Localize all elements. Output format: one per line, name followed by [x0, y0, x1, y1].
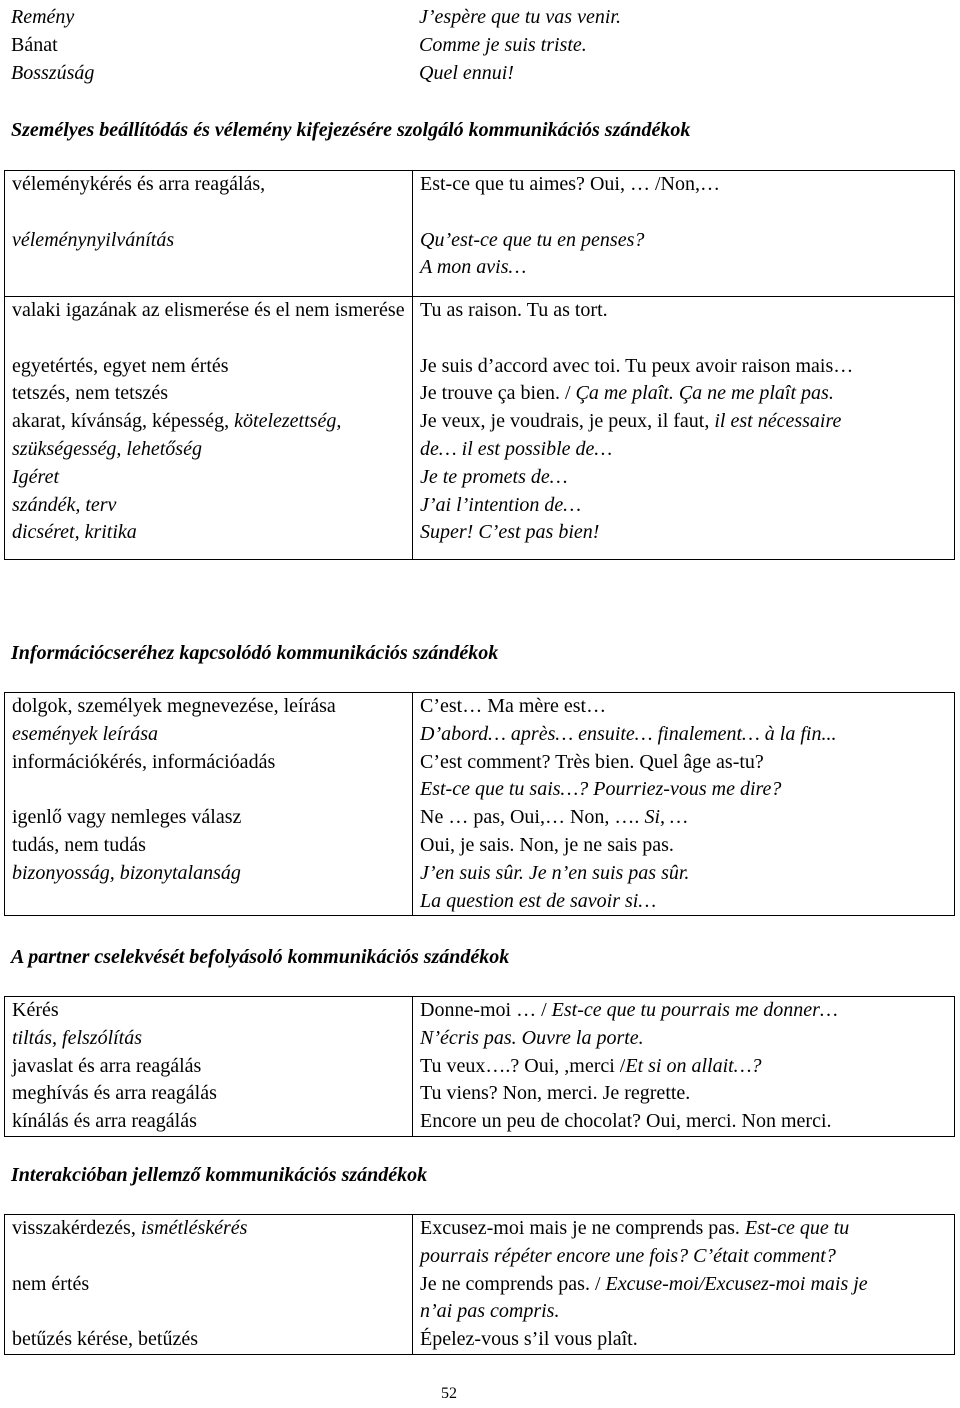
cell-text: információkérés, információadás: [12, 750, 276, 773]
section-heading: Interakcióban jellemző kommunikációs szándékok: [11, 1164, 428, 1186]
emotion-example: J’espère que tu vas venir.: [419, 6, 621, 28]
cell-text: Oui, je sais. Non, je ne sais pas.: [420, 833, 674, 856]
cell-text: A mon avis…: [420, 256, 527, 279]
cell-text: C’est comment? Très bien. Quel âge as-tu?: [420, 750, 764, 773]
cell-text: véleménynyilvánítás: [12, 228, 175, 251]
left-cell: [5, 1215, 413, 1355]
cell-text: események leírása: [12, 722, 159, 745]
cell-text: Excuse-moi/Excusez-moi mais je: [605, 1272, 868, 1295]
partner-action-table: [4, 996, 955, 1137]
cell-text: nem értés: [12, 1272, 90, 1295]
cell-text: Tu as raison. Tu as tort.: [420, 299, 608, 321]
cell-text: szándék, terv: [12, 493, 117, 516]
opinion-table: [4, 170, 955, 560]
information-table: [4, 692, 955, 916]
cell-text: betűzés kérése, betűzés: [12, 1328, 199, 1351]
left-cell: [5, 997, 413, 1137]
section-heading: Személyes beállítódás és vélemény kifejezésére szolgáló kommunikációs szándékok: [11, 119, 691, 141]
cell-text: Je trouve ça bien. /: [420, 382, 576, 405]
page-number: 52: [441, 1385, 457, 1402]
cell-text: Oui, … /Non,…: [589, 173, 720, 195]
cell-text: Je ne comprends pas. /: [420, 1272, 606, 1295]
right-cell: [413, 693, 955, 916]
right-cell: [413, 171, 955, 297]
cell-text: Ça me plaît. Ça ne me plaît pas.: [575, 382, 834, 405]
cell-text: kínálás és arra reagálás: [12, 1110, 197, 1133]
cell-text: kötelezettség,: [234, 410, 342, 433]
cell-text: javaslat és arra reagálás: [12, 1054, 202, 1077]
cell-text: Super! C’est pas bien!: [420, 521, 600, 544]
table-row: [5, 1215, 955, 1355]
cell-text: véleménykérés és arra reagálás,: [12, 173, 266, 195]
right-cell: [412, 4, 954, 87]
right-cell: [413, 997, 955, 1137]
cell-text: Si, …: [644, 806, 688, 829]
emotion-label: Remény: [11, 6, 75, 28]
cell-text: Excusez-moi mais je ne comprends pas.: [420, 1217, 745, 1239]
emotion-example: Quel ennui!: [419, 61, 514, 84]
interaction-table: [4, 1214, 955, 1355]
cell-text: Je te promets de…: [420, 465, 568, 488]
cell-text: Je veux, je voudrais, je peux, il faut,: [420, 410, 715, 433]
left-cell: [4, 4, 412, 87]
cell-text: Je suis d’accord avec toi. Tu peux avoir raison mais…: [420, 354, 854, 377]
cell-text: N’écris pas. Ouvre la porte.: [420, 1026, 644, 1049]
cell-text: Qu’est-ce que tu en penses?: [420, 228, 645, 251]
cell-text: Est-ce que tu pourrais me donner…: [551, 999, 838, 1021]
left-cell: [5, 297, 413, 560]
table-row: [4, 4, 954, 87]
cell-text: ismétléskérés: [140, 1217, 248, 1239]
cell-text: tiltás, felszólítás: [12, 1026, 143, 1049]
cell-text: meghívás és arra reagálás: [12, 1082, 217, 1105]
cell-text: bizonyosság, bizonytalanság: [12, 861, 241, 884]
cell-text: Donne-moi … /: [420, 999, 552, 1021]
cell-text: il est nécessaire: [714, 410, 842, 433]
cell-text: Encore un peu de chocolat? Oui, merci. Non merci.: [420, 1110, 832, 1133]
cell-text: Épelez-vous s’il vous plaît.: [420, 1328, 638, 1351]
cell-text: tetszés, nem tetszés: [12, 382, 169, 405]
cell-text: dolgok, személyek megnevezése, leírása: [12, 695, 336, 717]
cell-text: Est-ce que tu: [744, 1217, 850, 1239]
cell-text: akarat, kívánság, képesség,: [12, 410, 235, 433]
cell-text: n’ai pas compris.: [420, 1300, 560, 1323]
cell-text: egyetértés, egyet nem értés: [12, 354, 229, 377]
cell-text: La question est de savoir si…: [420, 889, 657, 912]
right-cell: [413, 297, 955, 560]
cell-text: D’abord… après… ensuite… finalement… à la fin...: [420, 722, 837, 745]
table-row: [5, 297, 955, 560]
cell-text: Ne … pas, Oui,… Non, ….: [420, 806, 645, 829]
cell-text: tudás, nem tudás: [12, 833, 146, 856]
cell-text: Est-ce que tu sais…? Pourriez-vous me dire?: [420, 778, 782, 801]
section-heading: A partner cselekvését befolyásoló kommunikációs szándékok: [11, 946, 510, 968]
section-heading: Információcseréhez kapcsolódó kommunikációs szándékok: [11, 642, 499, 664]
emotions-table: [4, 4, 954, 87]
cell-text: Tu viens? Non, merci. Je regrette.: [420, 1082, 691, 1105]
cell-text: igenlő vagy nemleges válasz: [12, 806, 242, 829]
emotion-example: Comme je suis triste.: [419, 33, 587, 56]
cell-text: valaki igazának az elismerése és el nem ismerése: [12, 299, 405, 321]
cell-text: szükségesség, lehetőség: [12, 437, 202, 460]
left-cell: [5, 693, 413, 916]
cell-text: Tu veux….? Oui, ,merci /: [420, 1054, 626, 1077]
cell-text: C’est… Ma mère est…: [420, 695, 607, 717]
left-cell: [5, 171, 413, 297]
cell-text: Kérés: [12, 999, 59, 1021]
cell-text: pourrais répéter encore une fois? C’était comment?: [420, 1244, 836, 1267]
cell-text: Est-ce que tu aimes?: [420, 173, 590, 195]
table-row: [5, 693, 955, 916]
cell-text: J’en suis sûr. Je n’en suis pas sûr.: [420, 861, 690, 884]
cell-text: J’ai l’intention de…: [420, 493, 582, 516]
cell-text: Et si on allait…?: [625, 1054, 762, 1077]
table-row: [5, 997, 955, 1137]
cell-text: dicséret, kritika: [12, 521, 137, 544]
cell-text: visszakérdezés,: [12, 1217, 141, 1239]
emotion-label: Bosszúság: [11, 61, 95, 84]
table-row: [5, 171, 955, 297]
cell-text: de… il est possible de…: [420, 437, 613, 460]
emotion-label: Bánat: [11, 33, 58, 56]
cell-text: Igéret: [12, 465, 60, 488]
right-cell: [413, 1215, 955, 1355]
